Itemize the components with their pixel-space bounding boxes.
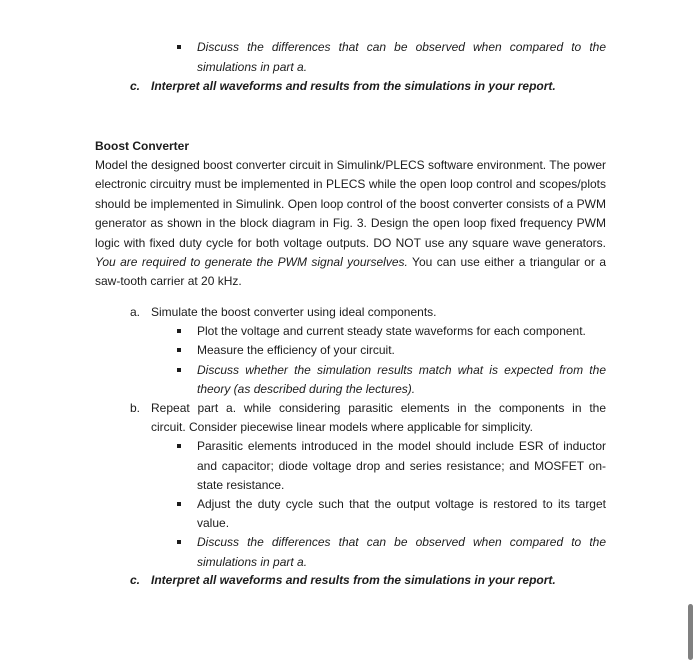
item-a-bullet-1: Plot the voltage and current steady state waveforms for each component. <box>197 324 586 338</box>
item-b-bullet-3-line-1: Discuss the differences that can be observed when compared to the <box>197 535 606 549</box>
bullet-icon <box>177 444 181 448</box>
item-b-bullet-1-line-2: and capacitor; diode voltage drop and series resistance; and MOSFET on- <box>197 459 606 473</box>
item-b-label: b. <box>130 401 141 415</box>
item-a-bullet-3-line-1: Discuss whether the simulation results match what is expected from the <box>197 363 606 377</box>
item-a-text: Simulate the boost converter using ideal components. <box>151 305 437 319</box>
top-bullet-line-1: Discuss the differences that can be observed when compared to the <box>197 40 606 54</box>
section-heading: Boost Converter <box>95 139 190 153</box>
item-a-bullet-3-line-2: theory (as described during the lectures). <box>197 382 416 396</box>
item-c-label: c. <box>130 573 141 587</box>
item-b-bullet-3-line-2: simulations in part a. <box>197 555 308 569</box>
paragraph-text: Model the designed boost converter circuit in Simulink/PLECS software environment. The power electronic circuitry must be implemented in PLECS while the open loop control and scopes/plots should be implemented in Simulink. Open loop control of the boost converter consists of a PWM generator as shown in the block diagram in Fig. 3. Design the open loop fixed frequency PWM logic with fixed duty cycle for both voltage outputs. DO NOT use any square wave generators. <box>95 158 606 250</box>
item-b-bullet-2-line-1: Adjust the duty cycle such that the output voltage is restored to its target <box>197 497 606 511</box>
paragraph-italic-text: You are required to generate the PWM signal yourselves. <box>95 255 408 270</box>
paragraph-text-end: You can use either a triangular or a saw-tooth carrier at 20 kHz. <box>95 255 607 289</box>
bullet-icon <box>177 540 181 544</box>
bullet-icon <box>177 329 181 333</box>
bullet-icon <box>177 368 181 372</box>
bullet-icon <box>177 502 181 506</box>
item-b-text-line-2: circuit. Consider piecewise linear models where applicable for simplicity. <box>151 420 533 434</box>
item-b-bullet-1-line-3: state resistance. <box>197 478 285 492</box>
item-b-text-line-1: Repeat part a. while considering parasitic elements in the components in the <box>151 401 606 415</box>
top-bullet-line-2: simulations in part a. <box>197 60 308 74</box>
top-item-c-label: c. <box>130 79 141 93</box>
top-item-c-text: Interpret all waveforms and results from the simulations in your report. <box>151 79 556 93</box>
item-a-bullet-2: Measure the efficiency of your circuit. <box>197 343 395 357</box>
vertical-scrollbar[interactable] <box>688 604 693 660</box>
item-c-text: Interpret all waveforms and results from the simulations in your report. <box>151 573 556 587</box>
bullet-icon <box>177 348 181 352</box>
item-b-bullet-2-line-2: value. <box>197 516 230 530</box>
item-a-label: a. <box>130 305 141 319</box>
bullet-icon <box>177 45 181 49</box>
item-b-bullet-1-line-1: Parasitic elements introduced in the model should include ESR of inductor <box>197 439 606 453</box>
boost-paragraph <box>95 156 606 292</box>
